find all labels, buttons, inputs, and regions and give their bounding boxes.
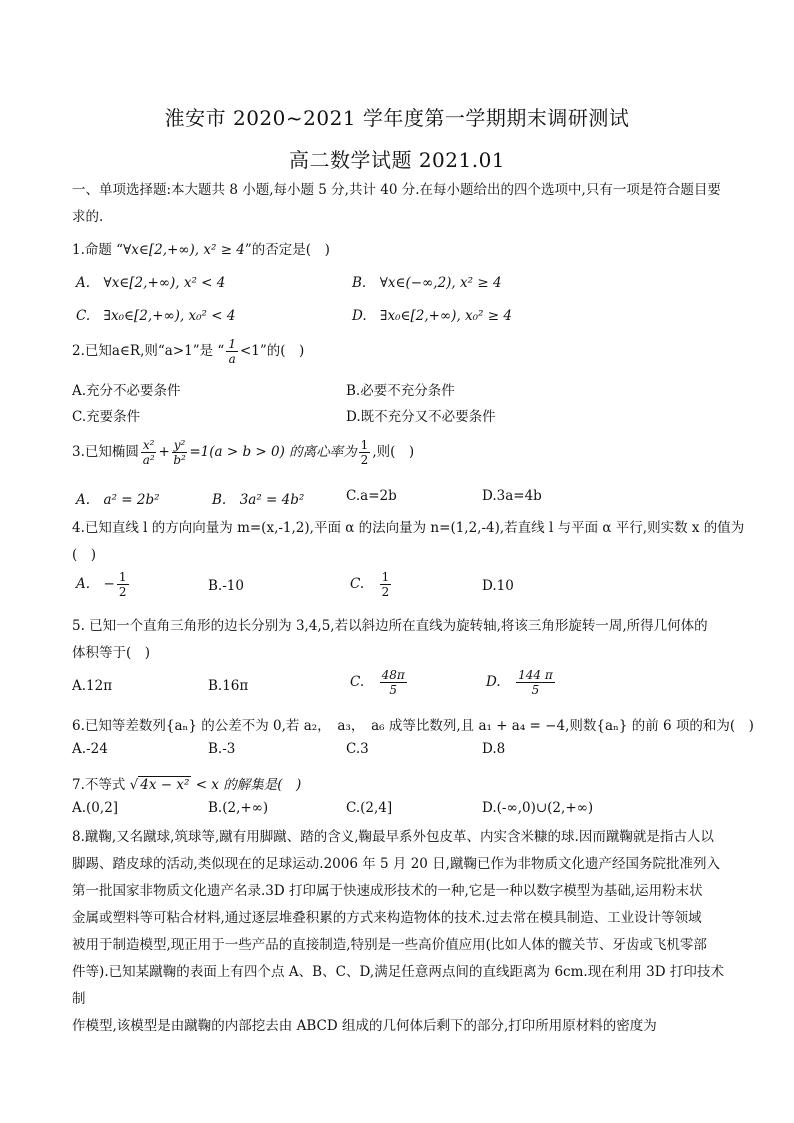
q4-c-num: 1 [381,570,390,584]
q4-c-label: C. [350,576,378,592]
q4-option-d[interactable]: D.10 [482,578,514,594]
q4-option-b[interactable]: B.-10 [208,578,244,594]
q8-line: 金属或塑料等可粘合材料,通过逐层堆叠积累的方式来构造物体的技术.过去常在模具制造、工业设计等领域 [72,910,702,926]
q8-line: 第一批国家非物质文化遗产名录.3D 打印属于快速成形技术的一种,它是一种以数字模型为基础,运用粉末状 [72,883,703,899]
q1-option-b[interactable]: B. ∀x∈(−∞,2), x² ≥ 4 [352,275,502,291]
q7-option-a[interactable]: A.(0,2] [72,800,119,816]
q3-option-b[interactable]: B. 3a² = 4b² [212,492,305,508]
question-2-stem [72,337,304,366]
q6-option-d[interactable]: D.8 [482,741,506,757]
q3-eq-tail: =1(a > b > 0) 的离心率为 [189,444,357,460]
q5-c-den: 5 [389,683,398,697]
q2-frac-num: 1 [228,337,236,351]
q3-f2-den: b² [173,453,186,467]
q3-eccentricity [359,438,371,467]
q2-frac-den: a [228,352,236,366]
q3-e-den: 2 [360,453,369,467]
q2-option-b[interactable]: B.必要不充分条件 [346,383,455,399]
q7-stem-suffix: < x 的解集是( ) [191,777,302,793]
q1-stem-suffix: ”的否定是( ) [244,242,330,258]
q5-d-num: 144 π [518,668,553,682]
q3-option-a[interactable]: A. a² = 2b² [76,492,160,508]
q1-stem-math: ∀x∈[2,+∞), x² ≥ 4 [123,242,245,258]
q7-sqrt-sign: √ [129,777,139,793]
q7-option-b[interactable]: B.(2,+∞) [208,800,269,816]
q3-stem-prefix: 3.已知椭圆 [72,444,139,460]
q3-plus: + [158,444,170,460]
q2-option-a[interactable]: A.充分不必要条件 [72,383,181,399]
q3-option-c[interactable]: C.a=2b [346,488,397,504]
q5-c-label: C. [350,674,378,690]
q5-option-a[interactable]: A.12π [72,678,113,694]
q4-a-den: 2 [118,585,127,599]
q4-a-num: 1 [118,570,127,584]
q8-line: 作模型,该模型是由蹴鞠的内部挖去由 ABCD 组成的几何体后剩下的部分,打印所用原材料的密度为 [72,1018,657,1034]
question-1-stem [72,238,330,258]
q1-stem-prefix: 1.命题 “ [72,242,124,258]
q3-f2-num: y² [173,438,186,452]
q3-stem-suffix: ,则( ) [372,444,415,460]
question-8-passage [72,824,724,1040]
q3-fraction-x [141,438,157,467]
q7-sqrt-body: 4x − x² [140,777,190,793]
question-6-stem: 6.已知等差数列{aₙ} 的公差不为 0,若 a₂， a₃， a₆ 成等比数列,且 a₁ + a₄ = −4,则数{aₙ} 的前 6 项的和为( ) [72,718,754,734]
exam-subtitle: 高二数学试题 2021.01 [288,148,506,172]
q6-option-b[interactable]: B.-3 [208,741,236,757]
q2-fraction [226,337,238,366]
q1-option-c[interactable]: C. ∃x₀∈[2,+∞), x₀² < 4 [76,308,236,324]
question-4-stem-cont: ( ) [72,547,97,563]
question-3-stem [72,438,414,467]
q2-stem-suffix: <1”的( ) [239,343,305,359]
q4-option-c[interactable] [350,570,393,599]
q7-stem-prefix: 7.不等式 [72,777,130,793]
q3-option-d[interactable]: D.3a=4b [482,488,542,504]
q5-option-d[interactable] [486,668,557,697]
section-intro: 一、单项选择题:本大题共 8 小题,每小题 5 分,共计 40 分.在每小题给出的四个选项中,只有一项是符合题目要 [72,182,721,198]
q7-option-d[interactable]: D.(-∞,0)∪(2,+∞) [482,800,594,816]
q8-line: 被用于制造模型,现正用于一些产品的直接制造,特别是一些高价值应用(比如人体的髋关节、牙齿或飞机零部 [72,937,707,953]
q3-fraction-y [172,438,188,467]
q4-c-den: 2 [381,585,390,599]
question-7-stem [72,773,301,793]
question-4-stem: 4.已知直线 l 的方向向量为 m=(x,-1,2),平面 α 的法向量为 n=(1,2,-4),若直线 l 与平面 α 平行,则实数 x 的值为 [72,520,745,536]
question-5-stem-cont: 体积等于( ) [72,645,151,661]
exam-title: 淮安市 2020~2021 学年度第一学期期末调研测试 [164,106,630,130]
q5-d-fraction [516,668,555,697]
q3-e-num: 1 [360,438,369,452]
q8-line: 件等).已知某蹴鞠的表面上有四个点 A、B、C、D,满足任意两点间的直线距离为 6cm.现在利用 3D 打印技术制 [72,964,724,1007]
question-5-stem: 5. 已知一个直角三角形的边长分别为 3,4,5,若以斜边所在直线为旋转轴,将该三角形旋转一周,所得几何体的 [72,618,708,634]
q4-c-fraction [380,570,392,599]
q5-c-num: 48π [381,668,405,682]
q1-option-a[interactable]: A. ∀x∈[2,+∞), x² < 4 [76,275,226,291]
q4-option-a[interactable] [76,570,131,599]
q7-option-c[interactable]: C.(2,4] [346,800,393,816]
q5-option-c[interactable] [350,668,409,697]
q8-line: 脚踢、踏皮球的活动,类似现在的足球运动.2006 年 5 月 20 日,蹴鞠已作为非物质文化遗产经国务院批准列入 [72,856,720,872]
q4-a-fraction [117,570,129,599]
q3-f1-den: a² [142,453,155,467]
q3-f1-num: x² [142,438,155,452]
q2-option-d[interactable]: D.既不充分又不必要条件 [346,409,496,425]
q5-c-fraction [380,668,407,697]
q5-option-b[interactable]: B.16π [208,678,249,694]
q5-d-den: 5 [531,683,540,697]
q1-option-d[interactable]: D. ∃x₀∈[2,+∞), x₀² ≥ 4 [352,308,512,324]
q6-option-c[interactable]: C.3 [346,741,369,757]
q8-line: 8.蹴鞠,又名蹴球,筑球等,蹴有用脚蹴、踏的含义,鞠最早系外包皮革、内实含米糠的球.因而蹴鞠就是指古人以 [72,829,714,845]
q2-option-c[interactable]: C.充要条件 [72,409,141,425]
q4-a-label: A. − [76,576,115,592]
q5-d-label: D. [486,674,515,690]
section-intro-cont: 求的. [72,209,104,225]
q2-stem-prefix: 2.已知a∈R,则“a>1”是 “ [72,343,225,359]
q6-option-a[interactable]: A.-24 [72,741,108,757]
